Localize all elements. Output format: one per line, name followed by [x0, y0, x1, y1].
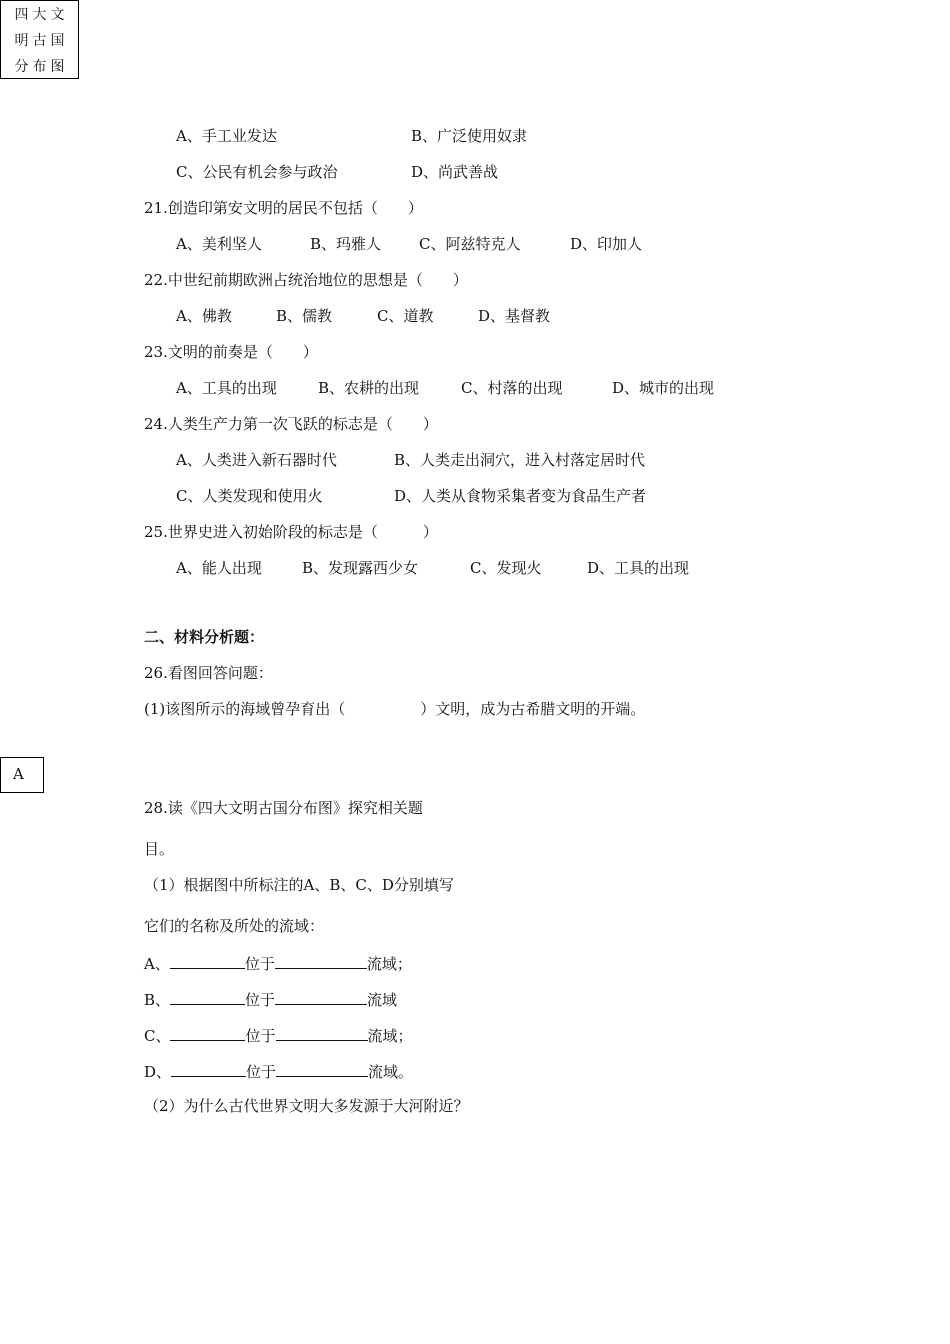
q20-option-a: A、手工业发达 — [176, 127, 277, 145]
fill-row-letter: A、 — [144, 955, 170, 973]
q24-option-b: B、人类走出洞穴，进入村落定居时代 — [394, 451, 646, 469]
q21-stem: 21.创造印第安文明的居民不包括（ ） — [144, 199, 423, 217]
map-title-box — [0, 0, 79, 79]
fill-row-letter: C、 — [144, 1027, 171, 1045]
q26-subquestion-1: (1)该图所示的海域曾孕育出（ ）文明，成为古希腊文明的开端。 — [144, 700, 646, 718]
fill-row-mid: 位于 — [245, 991, 276, 1009]
q25-option-b: B、发现露西少女 — [302, 559, 419, 577]
q25-option-d: D、工具的出现 — [587, 559, 690, 577]
q21-option-b: B、玛雅人 — [310, 235, 382, 253]
fill-row-letter: B、 — [144, 991, 171, 1009]
q22-option-d: D、基督教 — [478, 307, 551, 325]
fill-row-end: 流域； — [367, 1027, 413, 1045]
section-2-heading: 二、材料分析题： — [144, 628, 265, 646]
q22-option-a: A、佛教 — [176, 307, 232, 325]
q24-stem: 24.人类生产力第一次飞跃的标志是（ ） — [144, 415, 438, 433]
q26-stem: 26.看图回答问题： — [144, 664, 273, 682]
name-blank[interactable] — [171, 1060, 246, 1077]
fill-row-end: 流域； — [366, 955, 412, 973]
name-blank[interactable] — [170, 988, 245, 1005]
fill-row-mid: 位于 — [245, 1027, 276, 1045]
q25-stem: 25.世界史进入初始阶段的标志是（ ） — [144, 523, 438, 541]
river-blank[interactable] — [276, 1060, 368, 1077]
q21-option-c: C、阿兹特克人 — [419, 235, 521, 253]
q24-option-a: A、人类进入新石器时代 — [176, 451, 337, 469]
name-blank[interactable] — [170, 952, 245, 969]
q28-subquestion-1-line1: （1）根据图中所标注的A、B、C、D分别填写 — [144, 876, 454, 894]
q23-stem: 23.文明的前奏是（ ） — [144, 343, 318, 361]
q22-option-c: C、道教 — [377, 307, 434, 325]
q28-stem-line1: 28.读《四大文明古国分布图》探究相关题 — [144, 799, 423, 817]
river-blank[interactable] — [275, 952, 367, 969]
map-title-line: 四大文 — [14, 7, 69, 23]
q28-subquestion-2: （2）为什么古代世界文明大多发源于大河附近？ — [144, 1097, 469, 1115]
q20-option-d: D、尚武善战 — [411, 163, 499, 181]
fill-row-a — [144, 952, 412, 974]
fill-row-end: 流域。 — [368, 1063, 414, 1081]
q25-option-a: A、能人出现 — [176, 559, 262, 577]
q23-option-c: C、村落的出现 — [461, 379, 563, 397]
map-label-a-box: A — [0, 757, 44, 793]
q22-stem: 22.中世纪前期欧洲占统治地位的思想是（ ） — [144, 271, 468, 289]
q20-option-c: C、公民有机会参与政治 — [176, 163, 338, 181]
q24-option-c: C、人类发现和使用火 — [176, 487, 323, 505]
q21-option-a: A、美利坚人 — [176, 235, 262, 253]
q28-subquestion-1-line2: 它们的名称及所处的流域： — [144, 917, 325, 935]
fill-row-mid: 位于 — [244, 955, 275, 973]
river-blank[interactable] — [275, 988, 367, 1005]
map-title-line: 分布图 — [14, 59, 69, 75]
q25-option-c: C、发现火 — [470, 559, 542, 577]
q21-option-d: D、印加人 — [570, 235, 643, 253]
q23-option-d: D、城市的出现 — [612, 379, 715, 397]
q23-option-a: A、工具的出现 — [176, 379, 277, 397]
map-title-line: 明古国 — [14, 33, 69, 49]
q20-option-b: B、广泛使用奴隶 — [411, 127, 528, 145]
fill-row-end: 流域 — [367, 991, 398, 1009]
fill-row-mid: 位于 — [246, 1063, 277, 1081]
river-blank[interactable] — [276, 1024, 368, 1041]
fill-row-d — [144, 1060, 413, 1082]
q23-option-b: B、农耕的出现 — [318, 379, 420, 397]
name-blank[interactable] — [170, 1024, 245, 1041]
fill-row-c — [144, 1024, 413, 1046]
q22-option-b: B、儒教 — [276, 307, 333, 325]
fill-row-letter: D、 — [144, 1063, 172, 1081]
q24-option-d: D、人类从食物采集者变为食品生产者 — [394, 487, 647, 505]
fill-row-b — [144, 988, 397, 1010]
q28-stem-line2: 目。 — [144, 840, 175, 858]
